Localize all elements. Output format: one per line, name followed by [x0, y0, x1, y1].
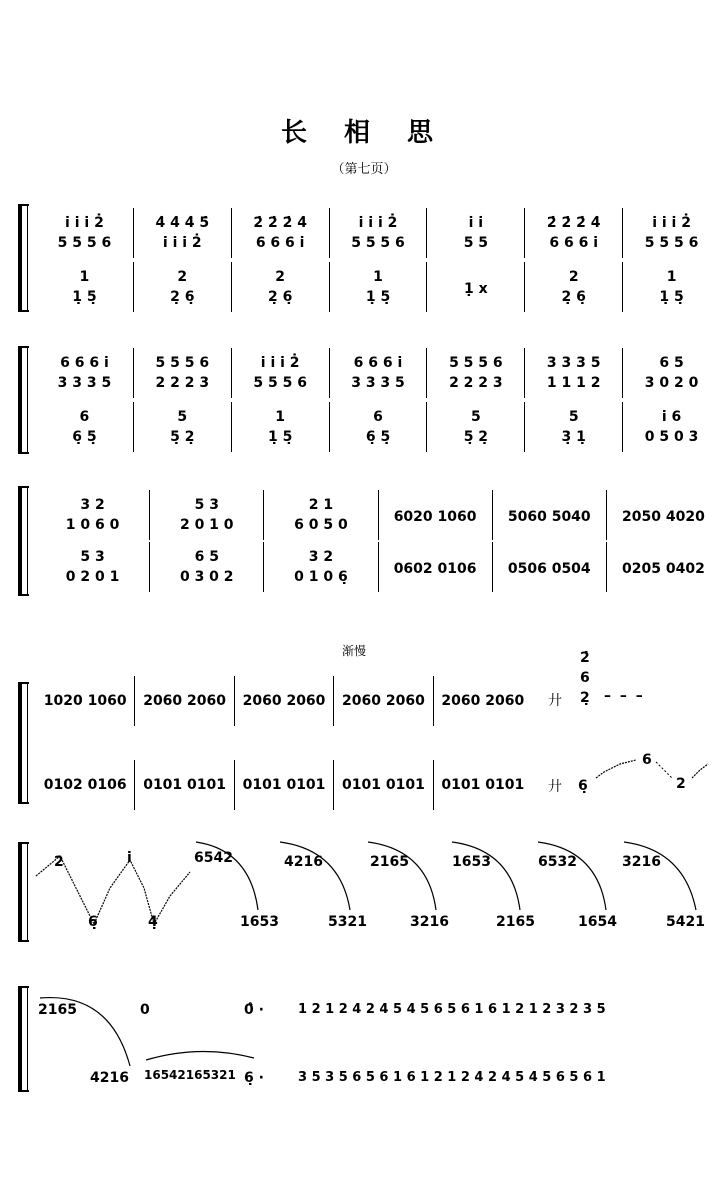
score-system-5	[0, 836, 728, 946]
note: i̇	[127, 850, 132, 866]
measure-bottom-row: 5 5 5 6	[351, 235, 405, 251]
fermata-symbol: 廾	[548, 693, 562, 709]
measure: 2060 2060	[441, 693, 525, 709]
note: 2	[54, 854, 64, 870]
measure	[379, 490, 493, 540]
measure: 0101 0101	[235, 760, 334, 810]
measure-bottom-row: i̇ i̇ i̇ 2̇	[162, 235, 202, 251]
measure-bottom-row: 0 1 0 6̣	[294, 569, 348, 585]
measure-top-row: 6 6 6 i̇	[60, 355, 109, 371]
note-run-upper: 1 2 1 2 4 2 4 5 4 5 6 5 6 1 6 1 2 1 2 3 2 3 5	[298, 1002, 606, 1017]
measure-bottom-row: 2̣ 6̣	[170, 289, 195, 305]
score-system-6	[0, 980, 728, 1100]
measure-bottom-row: 3 3 3 5	[351, 375, 405, 391]
measure-bottom-row: 5̣ 2̣	[463, 429, 489, 445]
measure-top-row: i̇ 6	[661, 409, 682, 425]
measure-top-row: i̇ i̇ i̇ 2̇	[65, 215, 104, 231]
chord-stack: 2̇ 6 2̣	[580, 650, 590, 706]
measure-top-row: 1	[79, 269, 90, 285]
note-group: 16542165321	[144, 1068, 236, 1082]
note-group: 4216	[90, 1070, 129, 1086]
note: 6̣	[88, 914, 98, 930]
note-group: 6532	[538, 854, 577, 870]
measure-bottom-row: 2 2 2 3	[155, 375, 210, 391]
gliss-peak-note: 6	[642, 752, 652, 768]
measure-top-row: 5	[177, 409, 188, 425]
measure-bottom-row: 1̣ 5̣	[72, 289, 97, 305]
note-group: 2165	[370, 854, 409, 870]
measure-bottom-row: 0 5 0 3	[644, 429, 699, 445]
measure-bottom-row: 1̣ 5̣	[267, 429, 293, 445]
measure	[134, 208, 232, 258]
upper-staff	[36, 208, 720, 258]
measure-top-row: 6 5	[194, 549, 219, 565]
upper-staff	[36, 348, 720, 398]
note-group: 1654	[578, 914, 617, 930]
note-group: 1653	[452, 854, 491, 870]
lower-staff	[36, 542, 720, 592]
measure	[525, 262, 623, 312]
note: 4̣	[148, 914, 158, 930]
gliss-start-note: 6̣	[578, 778, 588, 794]
gliss-end-note: 2	[676, 776, 686, 792]
measure-bottom-row: 1̣ x	[464, 281, 488, 297]
note-group: 1653	[240, 914, 279, 930]
note-group: 5321	[328, 914, 367, 930]
measure-top-row: i̇ i̇ i̇ 2̇	[358, 215, 398, 231]
measure-bottom-row: 0602 0106	[393, 561, 477, 577]
measure-bottom-row: 6̣ 5̣	[365, 429, 391, 445]
measure-bottom-row: 2̣ 6̣	[561, 289, 586, 305]
measure-bottom-row: 0506 0504	[507, 561, 591, 577]
upper-staff	[36, 490, 720, 540]
rest: 0	[140, 1002, 150, 1018]
measure	[150, 490, 264, 540]
measure-top-row: 2	[275, 269, 286, 285]
measure-bottom-row: 3̣ 1̣	[561, 429, 586, 445]
rest-fermata: 0̂ ·	[244, 1002, 264, 1018]
measure	[36, 262, 134, 312]
measure: 0101 0101	[135, 760, 234, 810]
measure	[134, 262, 232, 312]
measure: 0101 0101	[441, 777, 525, 793]
note-group: 3216	[622, 854, 661, 870]
measure	[36, 348, 134, 398]
score-system-1	[0, 198, 728, 318]
measure	[330, 262, 428, 312]
measure-bottom-row: 6̣ 5̣	[72, 429, 97, 445]
measure	[493, 542, 607, 592]
measure	[36, 208, 134, 258]
measure-top-row: 5 3	[194, 497, 219, 513]
measure-top-row: 5 3	[80, 549, 105, 565]
note-group: 6542	[194, 850, 233, 866]
measure-top-row: 4̇ 4̇ 4̇ 5̇	[155, 215, 210, 231]
measure	[623, 208, 720, 258]
note-group: 2165	[38, 1002, 77, 1018]
measure: 2060 2060	[235, 676, 334, 726]
measure-bottom-row: 2 2 2 3	[449, 375, 503, 391]
measure	[150, 542, 264, 592]
score-system-2	[0, 342, 728, 460]
note-group: 4216	[284, 854, 323, 870]
measure-top-row: 5	[470, 409, 481, 425]
measure	[623, 262, 720, 312]
measure-top-row: 5 5 5 6	[449, 355, 503, 371]
lower-staff	[36, 262, 720, 312]
measure: 0101 0101	[334, 760, 433, 810]
measure	[525, 402, 623, 452]
measure-top-row: 6	[79, 409, 90, 425]
sustain-dashes: – – –	[604, 688, 645, 704]
measure-top-row: 6 6 6 i̇	[353, 355, 403, 371]
measure-top-row: 3 3 3 5	[546, 355, 601, 371]
measure	[330, 208, 428, 258]
fermata-symbol-lower: 廾	[548, 779, 562, 795]
measure-bottom-row: 6 0 5 0	[294, 517, 348, 533]
measure-top-row: 6	[373, 409, 383, 425]
measure-top-row: 2	[177, 269, 188, 285]
page-title: 长 相 思	[280, 118, 448, 148]
measure-top-row: 1	[373, 269, 383, 285]
measure	[427, 402, 525, 452]
measure-bottom-row: 1̣ 5̣	[365, 289, 391, 305]
measure-top-row: 2 1	[308, 497, 334, 513]
measure-top-row: 2̇ 2̇ 2̇ 4̇	[253, 215, 307, 231]
measure-top-row: i̇ i̇	[468, 215, 484, 231]
glissando-lines	[0, 640, 728, 810]
measure-bottom-row: 1̣ 5̣	[659, 289, 684, 305]
measure	[232, 402, 330, 452]
measure-bottom-row: 6 6 6 i̇	[549, 235, 599, 251]
measure-bottom-row: 5̣ 2̣	[170, 429, 195, 445]
measure-top-row: 6 5	[659, 355, 684, 371]
measure-top-row: i̇ i̇ i̇ 2̇	[260, 355, 300, 371]
measure-bottom-row: 2050 4020	[622, 509, 705, 525]
note-group: 3216	[410, 914, 449, 930]
measure	[36, 542, 150, 592]
tempo-marking: 渐慢	[342, 644, 367, 658]
measure-top-row: 5 5 5 6	[155, 355, 210, 371]
note-fermata: 6̣ ·	[244, 1070, 264, 1086]
measure: 2060 2060	[135, 676, 234, 726]
measure: 0102 0106	[36, 760, 135, 810]
measure-top-row: i̇ i̇ i̇ 2̇	[652, 215, 691, 231]
measure-top-row: 1	[666, 269, 677, 285]
measure	[36, 402, 134, 452]
measure	[427, 348, 525, 398]
measure	[232, 348, 330, 398]
measure-top-row: 1	[275, 409, 286, 425]
measure	[36, 490, 150, 540]
measure	[607, 490, 720, 540]
note-group: 2165	[496, 914, 535, 930]
measure-bottom-row: 1 1 1 2	[546, 375, 601, 391]
measure	[493, 490, 607, 540]
measure-bottom-row: 5 5 5 6	[644, 235, 699, 251]
measure-bottom-row: 1 0 6 0	[65, 517, 120, 533]
measure	[264, 490, 378, 540]
measure-bottom-row: 2̣ 6̣	[267, 289, 293, 305]
measure	[232, 208, 330, 258]
measure-top-row: 2	[568, 269, 579, 285]
measure	[525, 348, 623, 398]
lower-staff	[36, 402, 720, 452]
measure-top-row: 3 2	[80, 497, 105, 513]
measure-bottom-row: 5 5 5 6	[253, 375, 307, 391]
measure	[525, 208, 623, 258]
measure	[330, 402, 428, 452]
measure-top-row: 2̇ 2̇ 2̇ 4̇	[546, 215, 601, 231]
measure-bottom-row: 3 3 3 5	[57, 375, 112, 391]
measure	[134, 402, 232, 452]
measure	[379, 542, 493, 592]
measure	[427, 262, 525, 312]
measure	[427, 208, 525, 258]
measure	[623, 402, 720, 452]
measure-bottom-row: 2 0 1 0	[179, 517, 234, 533]
measure: 1020 1060	[36, 676, 135, 726]
measure-bottom-row: 5 5	[463, 235, 489, 251]
measure-bottom-row: 6 6 6 i̇	[255, 235, 305, 251]
measure	[264, 542, 378, 592]
score-system-3	[0, 482, 728, 600]
measure	[134, 348, 232, 398]
measure	[623, 348, 720, 398]
measure-bottom-row: 5 5 5 6	[57, 235, 112, 251]
measure	[330, 348, 428, 398]
measure-bottom-row: 3 0 2 0	[644, 375, 699, 391]
measure-top-row: 5	[568, 409, 579, 425]
page-number: （第七页）	[331, 162, 397, 177]
measure-bottom-row: 0 2 0 1	[65, 569, 120, 585]
measure-bottom-row: 6020 1060	[393, 509, 477, 525]
measure-top-row: 3 2	[308, 549, 334, 565]
note-group: 5421	[666, 914, 705, 930]
measure-bottom-row: 0 3 0 2	[179, 569, 234, 585]
measure-bottom-row: 5060 5040	[507, 509, 591, 525]
measure: 2060 2060	[334, 676, 433, 726]
measure-bottom-row: 0205 0402	[622, 561, 705, 577]
note-run-lower: 3 5 3 5 6 5 6 1 6 1 2 1 2 4 2 4 5 4 5 6 5 6 1	[298, 1070, 606, 1085]
measure	[232, 262, 330, 312]
measure	[607, 542, 720, 592]
score-system-4	[0, 640, 728, 810]
